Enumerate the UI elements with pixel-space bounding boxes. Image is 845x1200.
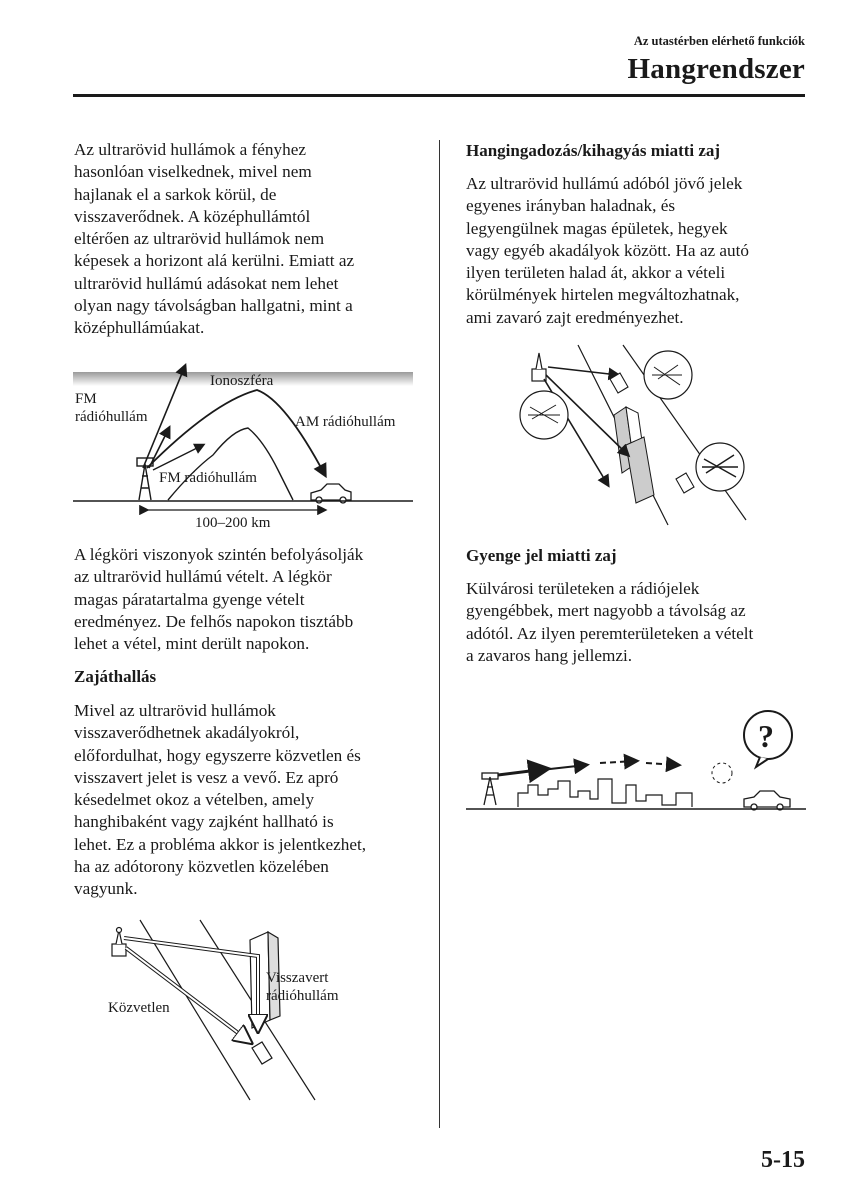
- text-line: késedelmet okoz a vételben, amely: [74, 790, 315, 810]
- text-line: ha az adótorony közvetlen közelében: [74, 857, 329, 877]
- buildings: [614, 407, 654, 503]
- text-line: Az ultrarövid hullámok a fényhez: [74, 140, 306, 159]
- fm-wave-label-top: FM: [75, 391, 97, 407]
- paragraph-weak-signal: [466, 578, 753, 667]
- noise-bubble: [644, 351, 692, 399]
- fluctuation-diagram: [518, 345, 758, 525]
- text-line: adótól. Az ilyen peremterületeken a vételt: [466, 623, 754, 643]
- text-line: képesek a horizont alá kerülni. Emiatt az: [74, 251, 355, 271]
- direct-wave-arrow-inner: [126, 948, 250, 1042]
- question-mark: ?: [758, 718, 774, 754]
- text-line: előfordulhat, hogy egyszerre közvetlen és: [74, 745, 361, 765]
- text-line: gyengébbek, mert nagyobb a távolság az: [466, 601, 746, 621]
- text-line: A légköri viszonyok szintén befolyásolják: [74, 545, 364, 564]
- text-line: középhullámúakat.: [74, 318, 205, 338]
- page-title: Hangrendszer: [627, 53, 805, 85]
- section-label: Az utastérben elérhető funkciók: [633, 34, 805, 48]
- text-line: ami zavaró zajt eredményezhet.: [466, 307, 684, 327]
- paragraph-fluctuation: [466, 173, 749, 329]
- text-line: hasonlóan viselkednek, mivel nem: [74, 162, 312, 182]
- transmitter-tower: [532, 353, 546, 381]
- text-line: magas páratartalma gyenge vételt: [74, 589, 305, 609]
- text-line: visszavert jelet is vesz a vevő. Ez apró: [74, 767, 339, 787]
- city-skyline: [518, 779, 692, 807]
- text-line: az ultrarövid hullámú vételt. A légkör: [74, 567, 332, 587]
- text-line: hajlanak el a sarkok körül, de: [74, 184, 277, 204]
- text-line: Mivel az ultrarövid hullámok: [74, 701, 276, 720]
- paragraph-fm-propagation: [74, 139, 354, 340]
- text-line: vagyunk.: [74, 879, 138, 899]
- ionosphere-diagram: [73, 360, 415, 532]
- signal-arrow-dashed: [600, 761, 636, 763]
- text-line: visszaverődhetnek akadályokról,: [74, 723, 300, 743]
- car: [744, 791, 790, 810]
- page-number: 5-15: [761, 1147, 805, 1173]
- reflected-label-2: rádióhullám: [266, 988, 339, 1004]
- fm-wave-label-top-2: rádióhullám: [75, 409, 148, 425]
- text-line: ultrarövid hullámú adásokat nem lehet: [74, 273, 339, 293]
- fm-wave-arrow-hill: [153, 445, 203, 470]
- noise-bubble: [520, 391, 568, 439]
- mountain: [168, 428, 293, 500]
- transmitter-tower: [112, 928, 126, 957]
- text-line: lehet a vétel, mint derült napokon.: [74, 634, 310, 654]
- text-line: eredményez. De felhős napokon tisztább: [74, 611, 354, 631]
- text-line: egyenes irányban haladnak, és: [466, 196, 676, 216]
- text-line: a zavaros hang jellemzi.: [466, 645, 633, 665]
- heading-weak-signal: Gyenge jel miatti zaj: [466, 546, 617, 565]
- transmitter-tower: [482, 773, 498, 805]
- signal-arrow: [548, 367, 618, 375]
- fm-wave-label-bottom: FM rádióhullám: [159, 470, 257, 486]
- text-line: olyan nagy távolságban hallgatni, mint a: [74, 296, 353, 316]
- noise-bubble: [696, 443, 744, 491]
- car: [252, 1042, 272, 1064]
- text-line: ilyen területen halad át, akkor a vételi: [466, 263, 726, 283]
- text-line: eltérően az ultrarövid hullámok nem: [74, 229, 325, 249]
- reflected-label: Visszavert: [266, 970, 329, 986]
- signal-burst: [712, 763, 732, 783]
- car: [676, 473, 694, 493]
- text-line: vagy egyéb akadályok között. Ha az autó: [466, 240, 750, 260]
- multipath-diagram: [100, 920, 370, 1100]
- weak-signal-diagram: [466, 705, 806, 815]
- car: [311, 484, 351, 503]
- heading-fluctuation: Hangingadozás/kihagyás miatti zaj: [466, 141, 721, 160]
- paragraph-atmosphere: [74, 544, 363, 655]
- header-rule: [73, 94, 805, 97]
- text-line: visszaverődnek. A középhullámtól: [74, 206, 311, 226]
- signal-arrow: [514, 765, 586, 773]
- am-wave-label: AM rádióhullám: [295, 414, 396, 430]
- ionosphere-label: Ionoszféra: [210, 373, 274, 389]
- reflected-wave-arrow: [124, 938, 258, 1030]
- signal-arrow-dashed: [646, 763, 678, 765]
- text-line: hanghibaként vagy zajként hallható is: [74, 812, 334, 832]
- text-line: legyengülnek magas épületek, hegyek: [466, 218, 728, 238]
- direct-label: Közvetlen: [108, 1000, 170, 1016]
- text-line: lehet. Ez a probléma akkor is jelentkezhet,: [74, 834, 367, 854]
- text-line: Külvárosi területeken a rádiójelek: [466, 579, 700, 598]
- car: [610, 373, 628, 393]
- text-line: Az ultrarövid hullámú adóból jövő jelek: [466, 174, 743, 193]
- paragraph-multipath: [74, 700, 366, 901]
- distance-label: 100–200 km: [195, 515, 271, 531]
- heading-noise: Zajáthallás: [74, 667, 157, 686]
- column-divider: [439, 140, 440, 1128]
- text-line: körülmények hirtelen megváltozhatnak,: [466, 285, 740, 305]
